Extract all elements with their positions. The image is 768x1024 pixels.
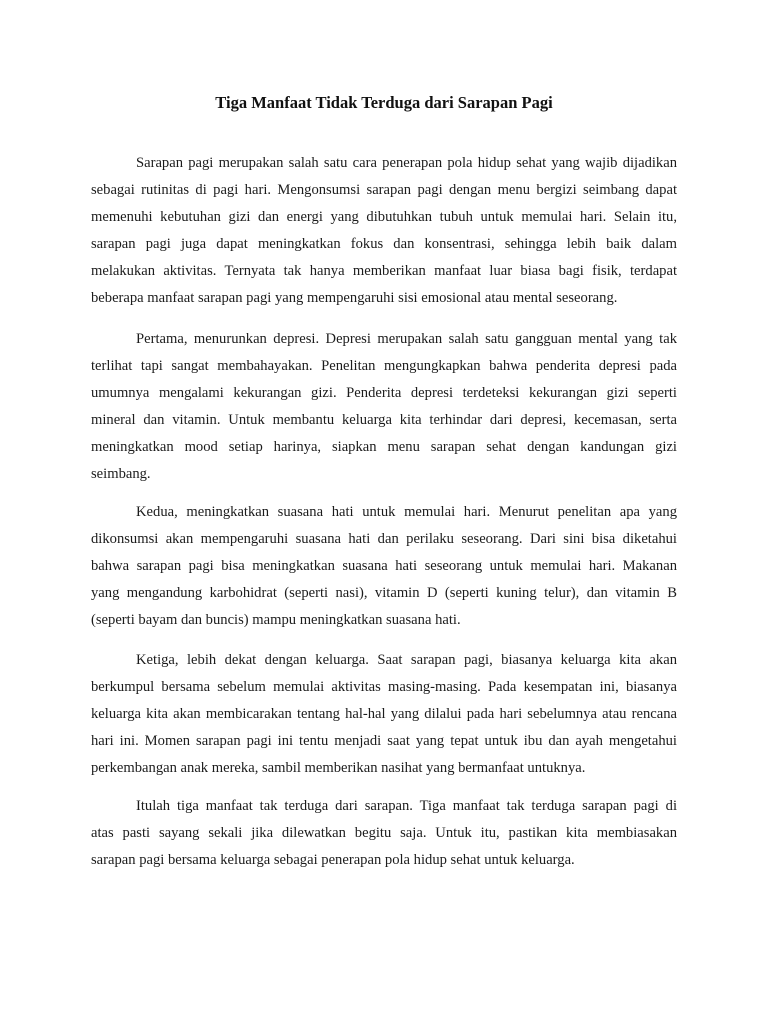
paragraph-line: perkembangan anak mereka, sambil memberikan nasihat yang bermanfaat untuknya. (91, 760, 586, 776)
paragraph-line: beberapa manfaat sarapan pagi yang mempengaruhi sisi emosional atau mental seseorang. (91, 290, 618, 306)
document-title: Tiga Manfaat Tidak Terduga dari Sarapan Pagi (215, 93, 553, 112)
paragraph-line: (seperti bayam dan buncis) mampu meningkatkan suasana hati. (91, 612, 461, 628)
paragraph-line: melakukan aktivitas. Ternyata tak hanya memberikan manfaat luar biasa bagi fisik, terdapat (91, 263, 677, 279)
paragraph-line: meningkatkan mood setiap harinya, siapkan menu sarapan sehat dengan kandungan gizi (91, 439, 677, 455)
paragraph-line: bahwa sarapan pagi bisa meningkatkan suasana hati seseorang untuk memulai hari. Makanan (91, 558, 677, 574)
paragraph-line: keluarga kita akan membicarakan tentang hal-hal yang dilalui pada hari sebelumnya atau rencana (91, 706, 677, 722)
paragraph-line: dikonsumsi akan mempengaruhi suasana hati dan perilaku seseorang. Dari sini bisa diketahui (91, 531, 677, 547)
paragraph-line: umumnya mengalami kekurangan gizi. Penderita depresi terdeteksi kekurangan gizi seperti (91, 385, 677, 401)
paragraph-line: sarapan pagi juga dapat meningkatkan fokus dan konsentrasi, sehingga lebih baik dalam (91, 236, 677, 252)
paragraph-line: sarapan pagi bersama keluarga sebagai penerapan pola hidup sehat untuk keluarga. (91, 852, 575, 868)
paragraph-line: Sarapan pagi merupakan salah satu cara penerapan pola hidup sehat yang wajib dijadikan (136, 155, 677, 171)
paragraph-line: Kedua, meningkatkan suasana hati untuk memulai hari. Menurut penelitan apa yang (136, 504, 677, 520)
paragraph-line: atas pasti sayang sekali jika dilewatkan begitu saja. Untuk itu, pastikan kita membiasakan (91, 825, 677, 841)
paragraph-line: seimbang. (91, 466, 151, 482)
paragraph-line: yang mengandung karbohidrat (seperti nasi), vitamin D (seperti kuning telur), dan vitamin B (91, 585, 677, 601)
paragraph-line: mineral dan vitamin. Untuk membantu keluarga kita terhindar dari depresi, kecemasan, serta (91, 412, 677, 428)
paragraph-line: memenuhi kebutuhan gizi dan energi yang dibutuhkan tubuh untuk memulai hari. Selain itu, (91, 209, 677, 225)
paragraph-line: Itulah tiga manfaat tak terduga dari sarapan. Tiga manfaat tak terduga sarapan pagi di (136, 798, 677, 814)
paragraph-line: Pertama, menurunkan depresi. Depresi merupakan salah satu gangguan mental yang tak (136, 331, 677, 347)
paragraph-line: sebagai rutinitas di pagi hari. Mengonsumsi sarapan pagi dengan menu bergizi seimbang dapat (91, 182, 677, 198)
paragraph-line: hari ini. Momen sarapan pagi ini tentu menjadi saat yang tepat untuk ibu dan ayah mengetahui (91, 733, 677, 749)
paragraph-line: berkumpul bersama sebelum memulai aktivitas masing-masing. Pada kesempatan ini, biasanya (91, 679, 677, 695)
paragraph-line: Ketiga, lebih dekat dengan keluarga. Saat sarapan pagi, biasanya keluarga kita akan (136, 652, 677, 668)
paragraph-line: terlihat tapi sangat membahayakan. Penelitan mengungkapkan bahwa penderita depresi pada (91, 358, 677, 374)
